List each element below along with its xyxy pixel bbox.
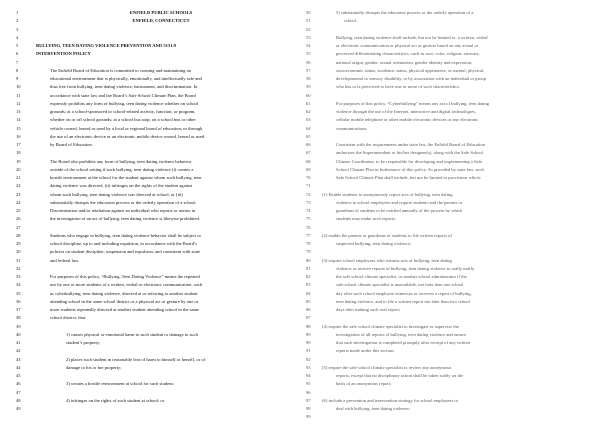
line-number: 86 xyxy=(306,307,311,312)
line-text: reports, except that no disciplinary action shall be taken solely on the xyxy=(336,373,464,378)
line-text: authorizes the Superintendent or his/her designee(s), along with the Safe School xyxy=(336,150,484,156)
line-number: 94 xyxy=(306,373,311,378)
line-text: safe school climate specialist is unavailable, not later than one school xyxy=(336,282,464,288)
line-number: 34 xyxy=(16,282,21,288)
line-text: The Enfield Board of Education is committed to creating and maintaining an xyxy=(50,67,191,73)
line-number: 14 xyxy=(16,117,21,123)
line-number: 7 xyxy=(16,59,19,65)
line-text: who has or is perceived to have one or more of such characteristics. xyxy=(336,84,461,90)
line-number: 84 xyxy=(306,290,311,296)
line-number: 71 xyxy=(306,183,311,189)
line-number: 47 xyxy=(16,389,21,395)
line-number: 81 xyxy=(306,265,311,271)
line-text: (5) require the safe school climate specialist to review any anonymous xyxy=(322,364,452,370)
line-number: 53 xyxy=(306,34,311,40)
line-number: 90 xyxy=(306,340,311,345)
line-number: 68 xyxy=(306,158,311,164)
line-text: (6) include a prevention and intervention strategy for school employees to xyxy=(322,397,458,403)
line-text: investigation of all reports of bullying, teen dating violence and ensure xyxy=(336,331,466,337)
line-number: 98 xyxy=(306,406,311,411)
line-text: the safe school climate specialist, or another school administrator if the xyxy=(336,274,467,279)
line-text: outside of the school setting if such bullying, teen dating violence (i) creates a xyxy=(50,166,194,172)
line-number: 91 xyxy=(306,348,311,354)
line-number: 30 xyxy=(16,249,21,255)
line-text: school. xyxy=(344,18,358,24)
line-number: 96 xyxy=(306,389,311,395)
line-number: 33 xyxy=(16,274,21,279)
line-text: national origin, gender, sexual orientation, gender identity and expression, xyxy=(336,59,473,65)
line-number: 83 xyxy=(306,282,311,288)
line-text: the investigation of an act of bullying, teen dating violence is likewise prohibited. xyxy=(50,216,201,222)
line-text: socioeconomic status, academic status, physical appearance, or mental, physical, xyxy=(336,67,485,73)
line-number: 76 xyxy=(306,224,311,230)
line-text: Bullying, teen dating violence shall include, but not be limited to, a written, verbal xyxy=(336,34,488,40)
line-number: 39 xyxy=(16,323,21,329)
line-number: 82 xyxy=(306,274,311,279)
line-number: 93 xyxy=(306,364,311,370)
line-text: vehicle owned, leased or used by a local or regional board of education; or through xyxy=(50,125,203,131)
line-number: 6 xyxy=(16,51,19,57)
line-text: dating violence was directed, (ii) infringes on the rights of the student against xyxy=(50,183,193,189)
line-text: substantially disrupts the education process or the orderly operation of a school. xyxy=(50,199,197,205)
line-text: ENFIELD, CONNECTICUT xyxy=(132,18,190,24)
line-text: school district, that: xyxy=(50,315,87,321)
line-number: 26 xyxy=(16,216,21,222)
line-text: The Board also prohibits any form of bullying, teen dating violence behavior xyxy=(50,158,192,164)
line-number: 16 xyxy=(16,133,21,139)
line-text: educational environment that is physically, emotionally, and intellectually safe and xyxy=(50,76,202,81)
line-text: perceived differentiating characteristics, such as race, color, religion, ancestry, xyxy=(336,51,480,57)
line-text: Climate Coordinator, to be responsible for developing and implementing a Safe xyxy=(336,158,483,164)
line-number: 41 xyxy=(16,340,21,345)
line-number: 46 xyxy=(16,381,21,387)
line-text: (1) Enable students to anonymously report acts of bullying, teen dating xyxy=(322,191,453,197)
line-number: 24 xyxy=(16,199,21,205)
line-number: 85 xyxy=(306,298,311,304)
line-text: or electronic communication or physical act or gesture based on any actual or xyxy=(336,43,479,48)
line-text: accordance with state law and the Board’s Safe School Climate Plan, the Board xyxy=(50,92,196,98)
line-number: 2 xyxy=(16,18,19,24)
line-text: thus free from bullying, teen dating violence, harassment, and discrimination. In xyxy=(50,84,198,90)
line-number: 48 xyxy=(16,397,21,403)
line-number: 31 xyxy=(16,257,21,263)
line-number: 66 xyxy=(306,142,311,147)
line-text: student’s property; xyxy=(66,340,101,345)
line-number: 44 xyxy=(16,364,21,370)
line-text: whether on or off school grounds; at a school bus stop; on a school bus or other xyxy=(50,117,196,123)
line-text: (3) require school employees who witness acts of bullying, teen dating xyxy=(322,257,452,263)
line-text: reports made under this section; xyxy=(336,348,395,354)
line-number: 25 xyxy=(16,208,21,213)
line-number: 67 xyxy=(306,150,311,156)
line-text: days after making such oral report; xyxy=(336,307,401,312)
line-number: 43 xyxy=(16,356,21,362)
line-number: 28 xyxy=(16,232,21,238)
line-text: (2) enable the parents or guardians of students to file written reports of xyxy=(322,232,452,238)
line-number: 74 xyxy=(306,208,311,213)
line-text: hostile environment at the school for the student against whom such bullying, teen xyxy=(50,175,202,180)
line-number: 45 xyxy=(16,373,21,378)
line-number: 95 xyxy=(306,381,311,387)
line-number: 52 xyxy=(306,26,311,32)
line-text: 5) substantially disrupts the education process or the orderly operation of a xyxy=(336,10,474,15)
line-number: 3 xyxy=(16,26,19,32)
line-text: as cyberbullying, teen dating violence, directed at or referring to another student xyxy=(50,290,198,296)
left-column xyxy=(16,10,286,418)
line-number: 49 xyxy=(16,406,21,411)
line-number: 36 xyxy=(16,298,21,304)
line-number: 89 xyxy=(306,331,311,337)
line-text: developmental or sensory disability, or by association with an individual or group xyxy=(336,76,486,81)
line-number: 75 xyxy=(306,216,311,222)
line-number: 62 xyxy=(306,109,311,114)
line-number: 72 xyxy=(306,191,311,197)
line-number: 73 xyxy=(306,199,311,205)
line-number: 40 xyxy=(16,331,21,337)
document-line xyxy=(16,406,286,415)
line-number: 57 xyxy=(306,67,311,73)
line-number: 80 xyxy=(306,257,311,263)
line-number: 9 xyxy=(16,76,19,81)
line-text: Consistent with the requirements under state law, the Enfield Board of Education xyxy=(336,142,485,147)
line-number: 22 xyxy=(16,183,21,189)
line-number: 38 xyxy=(16,315,21,321)
line-text: BULLYING, TEEN DATING VIOLENCE PREVENTION AND 5131.9 xyxy=(36,43,176,48)
line-text: violence through the use of the Internet, interactive and digital technologies, xyxy=(336,109,477,114)
line-number: 37 xyxy=(16,307,21,312)
line-text: by Board of Education. xyxy=(50,142,93,147)
line-text: guardians of students to be notified annually of the process by which xyxy=(336,208,463,213)
line-text: (4) require the safe school climate specialist to investigate or supervise the xyxy=(322,323,459,329)
line-number: 32 xyxy=(16,265,21,271)
line-number: 50 xyxy=(306,10,311,15)
line-text: policies on student discipline, suspension and expulsion, and consistent with state xyxy=(50,249,201,255)
line-text: communications. xyxy=(336,125,368,131)
line-number: 65 xyxy=(306,133,311,139)
line-text: that such investigation is completed promptly after receipt of any written xyxy=(336,340,470,345)
line-text: expressly prohibits any form of bullying, teen dating violence whether on school xyxy=(50,100,199,106)
line-number: 70 xyxy=(306,175,311,180)
line-number: 23 xyxy=(16,191,21,197)
line-number: 99 xyxy=(306,414,311,420)
line-text: suspected bullying, teen dating violence; xyxy=(336,241,411,246)
line-number: 59 xyxy=(306,84,311,90)
line-text: INTERVENTION POLICY xyxy=(36,51,91,57)
line-number: 56 xyxy=(306,59,311,65)
line-text: teen dating violence, and to file a written report not later than two school xyxy=(336,298,470,304)
line-text: violence or receive reports of bullying, teen dating violence to orally notify xyxy=(336,265,475,271)
line-text: grounds; at a school-sponsored or school-related activity, function, or program, xyxy=(50,109,196,114)
line-text: 1) causes physical or emotional harm to such student or damage to such xyxy=(66,331,198,337)
line-number: 35 xyxy=(16,290,21,296)
line-number: 78 xyxy=(306,241,311,246)
line-text: 4) infringes on the rights of such student at school; or xyxy=(66,397,165,403)
line-number: 92 xyxy=(306,356,311,362)
line-text: basis of an anonymous report; xyxy=(336,381,392,387)
line-text: attending school in the same school district or a physical act or gesture by one or xyxy=(50,298,199,304)
line-text: more students repeatedly directed at another student attending school in the same xyxy=(50,307,200,312)
line-text: day after such school employee witnesses or receives a report of bullying, xyxy=(336,290,472,296)
line-number: 19 xyxy=(16,158,21,164)
line-text: school discipline, up to and including expulsion, in accordance with the Board’s xyxy=(50,241,198,246)
line-number: 27 xyxy=(16,224,21,230)
line-number: 60 xyxy=(306,92,311,98)
line-number: 88 xyxy=(306,323,311,329)
line-text: Discrimination and/or retaliation against an individual who reports or assists in xyxy=(50,208,196,213)
line-text: deal with bullying, teen dating violence; xyxy=(336,406,410,411)
line-number: 17 xyxy=(16,142,21,147)
line-number: 18 xyxy=(16,150,21,156)
line-number: 54 xyxy=(306,43,311,48)
line-text: For purposes of this policy, “Cyberbullying” means any act of bullying, teen dating xyxy=(336,100,490,106)
line-number: 42 xyxy=(16,348,21,354)
line-number: 8 xyxy=(16,67,19,73)
line-text: damage to his or her property; xyxy=(66,364,122,370)
line-number: 51 xyxy=(306,18,311,24)
line-text: violence to school employees and require students and the parents or xyxy=(336,199,463,205)
line-number: 4 xyxy=(16,34,19,40)
line-text: cellular mobile telephone or other mobile electronic devices or any electronic xyxy=(336,117,479,123)
line-number: 61 xyxy=(306,100,311,106)
line-number: 15 xyxy=(16,125,21,131)
line-text: Students who engage in bullying, teen dating violence behavior shall be subject to xyxy=(50,232,201,238)
line-number: 20 xyxy=(16,166,21,172)
line-number: 1 xyxy=(16,10,19,15)
line-number: 97 xyxy=(306,397,311,403)
line-number: 10 xyxy=(16,84,21,90)
line-number: 87 xyxy=(306,315,311,321)
line-text: Safe School Climate Plan shall include, but not be limited to provisions which: xyxy=(336,175,482,180)
line-number: 29 xyxy=(16,241,21,246)
line-text: whom such bullying, teen dating violence was directed at school, or (iii) xyxy=(50,191,183,197)
line-text: use by one or more students of a written, verbal or electronic communication, such xyxy=(50,282,203,288)
line-number: 13 xyxy=(16,109,21,114)
line-number: 12 xyxy=(16,100,21,106)
line-number: 69 xyxy=(306,166,311,172)
line-text: students may make such reports; xyxy=(336,216,396,222)
line-text: 2) places such student in reasonable fear of harm to himself or herself, or of xyxy=(66,356,206,362)
line-text: and federal law. xyxy=(50,257,80,263)
line-number: 64 xyxy=(306,125,311,131)
right-column xyxy=(306,10,586,418)
line-number: 21 xyxy=(16,175,21,180)
line-number: 11 xyxy=(16,92,21,98)
line-text: 3) creates a hostile environment at school for such student; xyxy=(66,381,175,387)
line-text: ENFIELD PUBLIC SCHOOLS xyxy=(129,10,193,15)
line-number: 79 xyxy=(306,249,311,255)
document-line xyxy=(306,414,586,423)
line-number: 77 xyxy=(306,232,311,238)
line-number: 55 xyxy=(306,51,311,57)
line-number: 58 xyxy=(306,76,311,81)
line-text: the use of an electronic device or an electronic mobile device owned, leased or used xyxy=(50,133,205,139)
line-text: School Climate Plan in furtherance of this policy. As provided by state law, such xyxy=(336,166,484,172)
line-number: 5 xyxy=(16,43,19,48)
line-number: 63 xyxy=(306,117,311,123)
line-text: For purposes of this policy, “Bullying, Teen Dating Violence” means the repeated xyxy=(50,274,200,279)
